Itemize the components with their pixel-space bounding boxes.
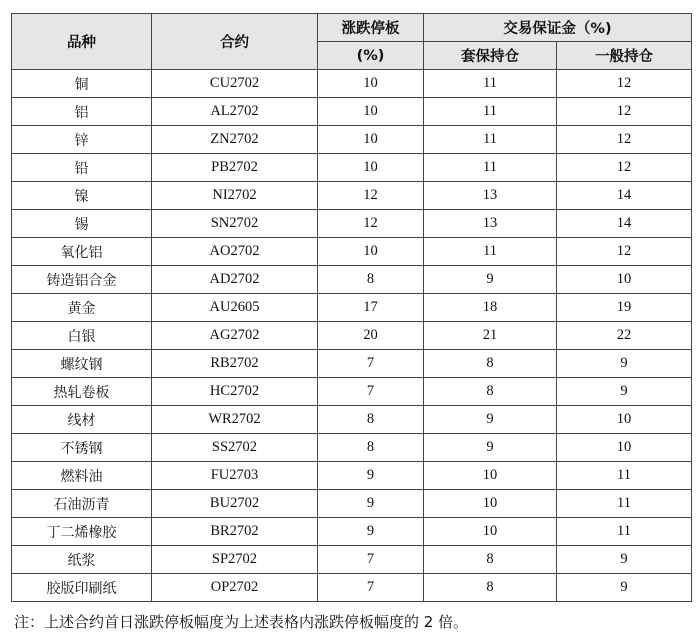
table-row: [12, 70, 692, 98]
footnote: 注：上述合约首日涨跌停板幅度为上述表格内涨跌停板幅度的 2 倍。: [14, 613, 469, 631]
cell-general-margin: 9: [557, 546, 692, 574]
cell-general-margin: 11: [557, 490, 692, 518]
table-row: [12, 462, 692, 490]
cell-hedge-margin: 10: [424, 462, 557, 490]
cell-variety: 铅: [12, 154, 152, 182]
cell-limit: 10: [318, 70, 424, 98]
cell-hedge-margin: 8: [424, 574, 557, 602]
header-row-1: [12, 14, 692, 42]
cell-variety: 不锈钢: [12, 434, 152, 462]
cell-variety: 氧化铝: [12, 238, 152, 266]
cell-contract: AD2702: [152, 266, 318, 294]
cell-general-margin: 10: [557, 406, 692, 434]
cell-hedge-margin: 11: [424, 154, 557, 182]
cell-hedge-margin: 13: [424, 210, 557, 238]
cell-limit: 9: [318, 462, 424, 490]
cell-variety: 铸造铝合金: [12, 266, 152, 294]
cell-limit: 7: [318, 378, 424, 406]
cell-general-margin: 12: [557, 98, 692, 126]
cell-variety: 石油沥青: [12, 490, 152, 518]
cell-general-margin: 11: [557, 462, 692, 490]
header-general: 一般持仓: [557, 42, 692, 70]
cell-general-margin: 11: [557, 518, 692, 546]
cell-hedge-margin: 8: [424, 546, 557, 574]
table-row: [12, 98, 692, 126]
cell-hedge-margin: 11: [424, 238, 557, 266]
cell-hedge-margin: 9: [424, 266, 557, 294]
margin-table: [11, 13, 692, 602]
table-row: [12, 490, 692, 518]
cell-limit: 10: [318, 238, 424, 266]
header-hedge: 套保持仓: [424, 42, 557, 70]
cell-variety: 锌: [12, 126, 152, 154]
cell-general-margin: 9: [557, 574, 692, 602]
cell-variety: 线材: [12, 406, 152, 434]
cell-general-margin: 14: [557, 182, 692, 210]
cell-variety: 燃料油: [12, 462, 152, 490]
cell-limit: 7: [318, 350, 424, 378]
cell-limit: 10: [318, 154, 424, 182]
cell-hedge-margin: 18: [424, 294, 557, 322]
cell-hedge-margin: 11: [424, 98, 557, 126]
cell-limit: 12: [318, 182, 424, 210]
cell-contract: SS2702: [152, 434, 318, 462]
cell-contract: PB2702: [152, 154, 318, 182]
table-row: [12, 154, 692, 182]
table-row: [12, 574, 692, 602]
cell-variety: 丁二烯橡胶: [12, 518, 152, 546]
cell-contract: CU2702: [152, 70, 318, 98]
table-row: [12, 294, 692, 322]
cell-hedge-margin: 13: [424, 182, 557, 210]
header-variety: 品种: [12, 14, 152, 70]
cell-general-margin: 9: [557, 378, 692, 406]
cell-variety: 铝: [12, 98, 152, 126]
cell-hedge-margin: 11: [424, 126, 557, 154]
cell-contract: AO2702: [152, 238, 318, 266]
table-row: [12, 406, 692, 434]
cell-variety: 螺纹钢: [12, 350, 152, 378]
cell-contract: AU2605: [152, 294, 318, 322]
cell-contract: HC2702: [152, 378, 318, 406]
cell-variety: 铜: [12, 70, 152, 98]
cell-limit: 10: [318, 98, 424, 126]
cell-hedge-margin: 9: [424, 434, 557, 462]
cell-hedge-margin: 9: [424, 406, 557, 434]
table-row: [12, 238, 692, 266]
header-limit-line1: 涨跌停板: [318, 14, 424, 42]
cell-general-margin: 19: [557, 294, 692, 322]
cell-general-margin: 10: [557, 266, 692, 294]
cell-general-margin: 12: [557, 238, 692, 266]
header-margin-group: 交易保证金（%): [424, 14, 692, 42]
cell-limit: 9: [318, 518, 424, 546]
cell-contract: NI2702: [152, 182, 318, 210]
cell-general-margin: 12: [557, 70, 692, 98]
cell-hedge-margin: 21: [424, 322, 557, 350]
cell-contract: SP2702: [152, 546, 318, 574]
cell-hedge-margin: 8: [424, 350, 557, 378]
cell-general-margin: 22: [557, 322, 692, 350]
cell-contract: BR2702: [152, 518, 318, 546]
cell-limit: 8: [318, 434, 424, 462]
cell-limit: 10: [318, 126, 424, 154]
cell-contract: FU2703: [152, 462, 318, 490]
cell-variety: 白银: [12, 322, 152, 350]
cell-limit: 17: [318, 294, 424, 322]
cell-general-margin: 10: [557, 434, 692, 462]
cell-variety: 锡: [12, 210, 152, 238]
cell-variety: 镍: [12, 182, 152, 210]
cell-general-margin: 12: [557, 126, 692, 154]
table-row: [12, 182, 692, 210]
table-row: [12, 546, 692, 574]
cell-hedge-margin: 10: [424, 518, 557, 546]
table-row: [12, 350, 692, 378]
cell-contract: WR2702: [152, 406, 318, 434]
cell-hedge-margin: 11: [424, 70, 557, 98]
cell-general-margin: 9: [557, 350, 692, 378]
cell-contract: AG2702: [152, 322, 318, 350]
table-row: [12, 378, 692, 406]
cell-contract: RB2702: [152, 350, 318, 378]
cell-limit: 9: [318, 490, 424, 518]
cell-variety: 热轧卷板: [12, 378, 152, 406]
cell-limit: 8: [318, 266, 424, 294]
cell-variety: 纸浆: [12, 546, 152, 574]
table-row: [12, 434, 692, 462]
cell-contract: AL2702: [152, 98, 318, 126]
cell-variety: 黄金: [12, 294, 152, 322]
header-limit-line2: (%): [318, 42, 424, 70]
cell-limit: 8: [318, 406, 424, 434]
table-body: [12, 70, 692, 602]
cell-general-margin: 14: [557, 210, 692, 238]
cell-contract: OP2702: [152, 574, 318, 602]
cell-hedge-margin: 10: [424, 490, 557, 518]
cell-limit: 20: [318, 322, 424, 350]
table-row: [12, 322, 692, 350]
cell-general-margin: 12: [557, 154, 692, 182]
table-row: [12, 126, 692, 154]
cell-limit: 12: [318, 210, 424, 238]
table-row: [12, 210, 692, 238]
cell-contract: SN2702: [152, 210, 318, 238]
table-row: [12, 518, 692, 546]
cell-contract: BU2702: [152, 490, 318, 518]
table-row: [12, 266, 692, 294]
cell-limit: 7: [318, 546, 424, 574]
cell-limit: 7: [318, 574, 424, 602]
cell-contract: ZN2702: [152, 126, 318, 154]
header-contract: 合约: [152, 14, 318, 70]
cell-variety: 胶版印刷纸: [12, 574, 152, 602]
cell-hedge-margin: 8: [424, 378, 557, 406]
